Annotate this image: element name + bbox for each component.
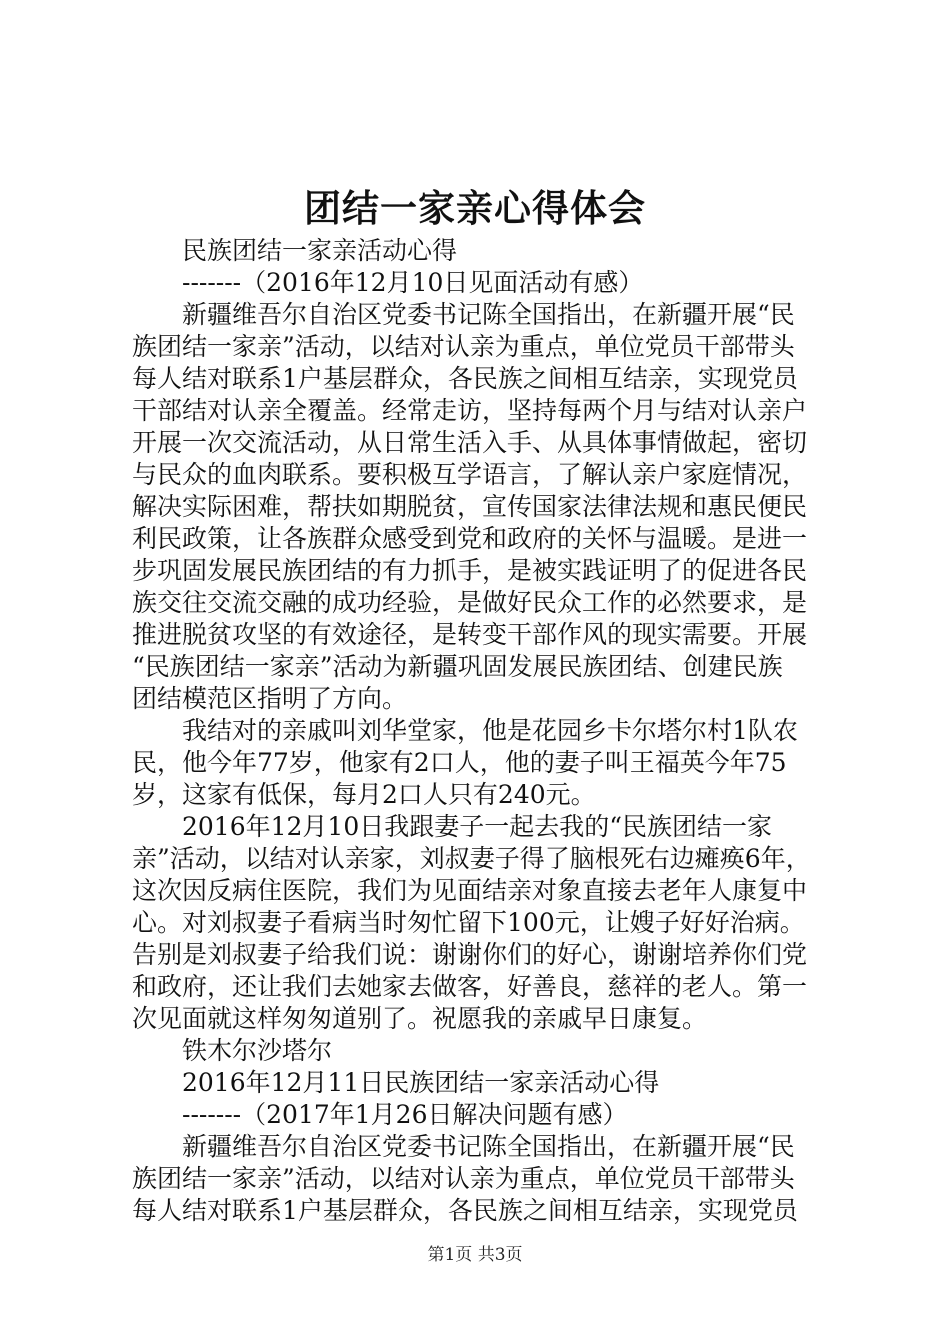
text-line: 新疆维吾尔自治区党委书记陈全国指出，在新疆开展“民 xyxy=(182,300,795,329)
text-line: 次见面就这样匆匆道别了。祝愿我的亲戚早日康复。 xyxy=(132,1004,708,1033)
text-line: 族交往交流交融的成功经验，是做好民众工作的必然要求，是 xyxy=(132,588,808,617)
text-line: 心。对刘叔妻子看病当时匆忙留下100元，让嫂子好好治病。 xyxy=(132,908,805,937)
text-line: 铁木尔沙塔尔 xyxy=(182,1036,333,1065)
text-line: 2016年12月10日我跟妻子一起去我的“民族团结一家 xyxy=(182,812,773,841)
text-line: 民，他今年77岁，他家有2口人，他的妻子叫王福英今年75 xyxy=(132,748,787,777)
text-line: 开展一次交流活动，从日常生活入手、从具体事情做起，密切 xyxy=(132,428,808,457)
page-footer: 第1页 共3页 xyxy=(427,1245,523,1265)
text-line: “民族团结一家亲”活动为新疆巩固发展民族团结、创建民族 xyxy=(132,652,783,681)
text-line: 和政府，还让我们去她家去做客，好善良，慈祥的老人。第一 xyxy=(132,972,808,1001)
text-line: 每人结对联系1户基层群众，各民族之间相互结亲，实现党员 xyxy=(132,1196,798,1225)
text-line: 步巩固发展民族团结的有力抓手，是被实践证明了的促进各民 xyxy=(132,556,808,585)
text-line: 我结对的亲戚叫刘华堂家，他是花园乡卡尔塔尔村1队农 xyxy=(182,716,798,745)
text-line: 与民众的血肉联系。要积极互学语言，了解认亲户家庭情况， xyxy=(132,460,808,489)
text-line: 2016年12月11日民族团结一家亲活动心得 xyxy=(182,1068,660,1097)
text-line: 解决实际困难，帮扶如期脱贫，宣传国家法律法规和惠民便民 xyxy=(132,492,808,521)
text-line: 亲”活动，以结对认亲家，刘叔妻子得了脑根死右边瘫痪6年， xyxy=(132,844,811,873)
text-line: 干部结对认亲全覆盖。经常走访，坚持每两个月与结对认亲户 xyxy=(132,396,808,425)
text-line: 岁，这家有低保，每月2口人只有240元。 xyxy=(132,780,596,809)
text-line: -------（2017年1月26日解决问题有感） xyxy=(182,1100,628,1129)
document-body xyxy=(132,235,832,1227)
text-line: 族团结一家亲”活动，以结对认亲为重点，单位党员干部带头 xyxy=(132,332,795,361)
text-line: 团结模范区指明了方向。 xyxy=(132,684,408,713)
text-line: 族团结一家亲”活动，以结对认亲为重点，单位党员干部带头 xyxy=(132,1164,795,1193)
document-title: 团结一家亲心得体会 xyxy=(304,186,646,230)
text-line: 推进脱贫攻坚的有效途径，是转变干部作风的现实需要。开展 xyxy=(132,620,808,649)
text-line: 每人结对联系1户基层群众，各民族之间相互结亲，实现党员 xyxy=(132,364,798,393)
text-line: 这次因反病住医院，我们为见面结亲对象直接去老年人康复中 xyxy=(132,876,808,905)
text-line: 利民政策，让各族群众感受到党和政府的关怀与温暖。是进一 xyxy=(132,524,808,553)
text-line: -------（2016年12月10日见面活动有感） xyxy=(182,268,644,297)
text-line: 民族团结一家亲活动心得 xyxy=(182,236,458,265)
text-line: 新疆维吾尔自治区党委书记陈全国指出，在新疆开展“民 xyxy=(182,1132,795,1161)
text-line: 告别是刘叔妻子给我们说：谢谢你们的好心，谢谢培养你们党 xyxy=(132,940,808,969)
